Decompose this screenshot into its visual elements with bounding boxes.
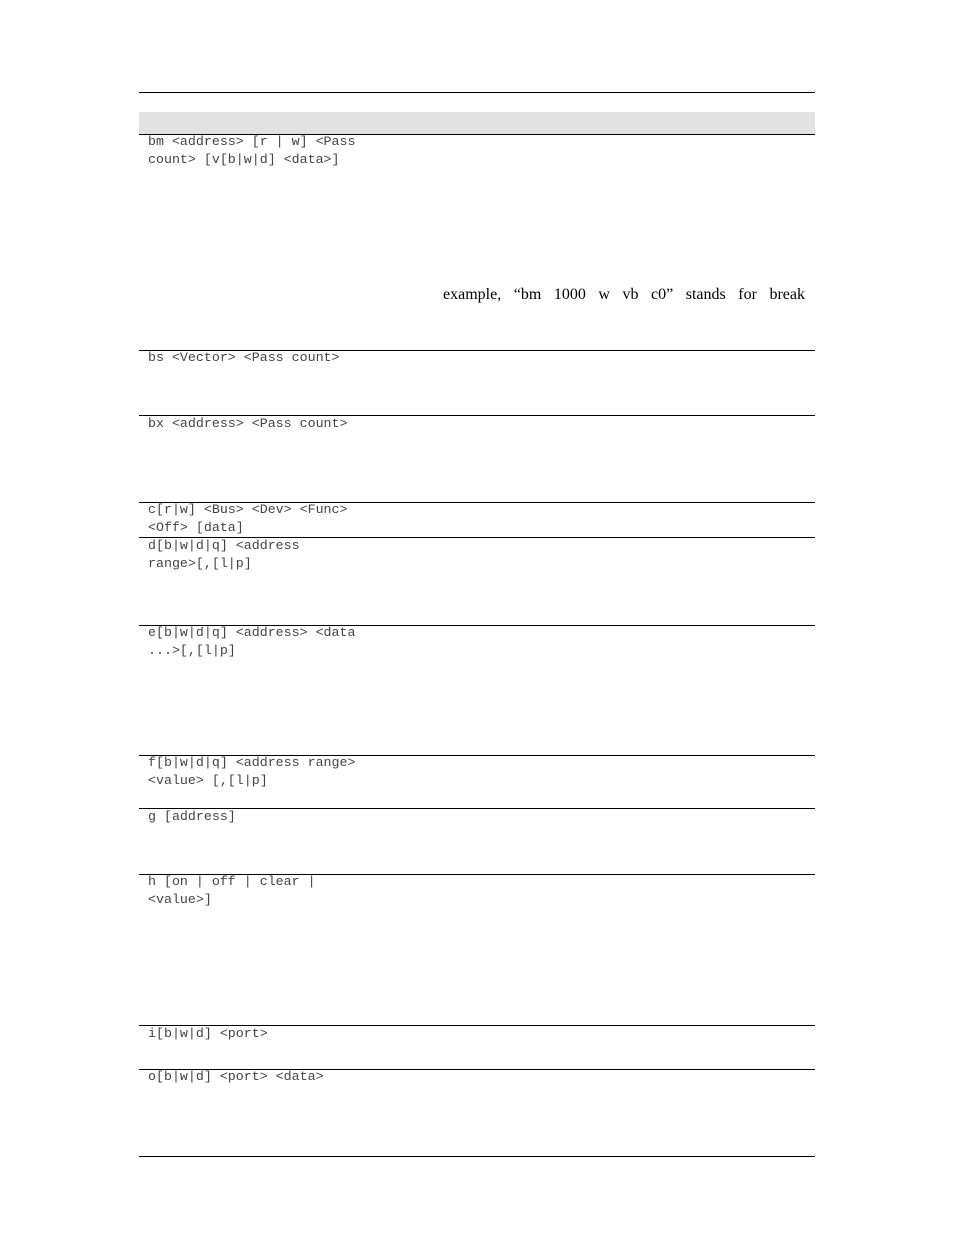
command-h-line2: <value>] [148,892,212,907]
command-d-line2: range>[,[l|p] [148,556,252,571]
table-header-band [139,112,815,135]
command-e-line2: ...>[,[l|p] [148,643,236,658]
command-o-line1: o[b|w|d] <port> <data> [148,1069,324,1084]
command-f [148,754,408,790]
command-c-line2: <Off> [data] [148,520,244,535]
command-bx-line1: bx <address> <Pass count> [148,416,348,431]
command-d-line1: d[b|w|d|q] <address [148,538,300,553]
footer-rule [139,1156,815,1157]
command-d [148,537,408,573]
command-c-line1: c[r|w] <Bus> <Dev> <Func> [148,502,348,517]
command-h-line1: h [on | off | clear | [148,874,316,889]
command-c [148,501,408,537]
command-e [148,624,408,660]
command-bs [148,349,408,367]
command-i [148,1025,408,1043]
command-g [148,808,408,826]
command-bm [148,133,408,169]
command-e-line1: e[b|w|d|q] <address> <data [148,625,356,640]
header-rule [139,92,815,93]
command-h [148,873,408,909]
command-i-line1: i[b|w|d] <port> [148,1026,268,1041]
command-bx [148,415,408,433]
command-bm-line1: bm <address> [r | w] <Pass [148,134,356,149]
bm-description-fragment: example, “bm 1000 w vb c0” stands for break [443,286,805,303]
command-bs-line1: bs <Vector> <Pass count> [148,350,340,365]
command-g-line1: g [address] [148,809,236,824]
command-bm-line2: count> [v[b|w|d] <data>] [148,152,340,167]
command-o [148,1068,408,1086]
command-f-line2: <value> [,[l|p] [148,773,268,788]
command-f-line1: f[b|w|d|q] <address range> [148,755,356,770]
